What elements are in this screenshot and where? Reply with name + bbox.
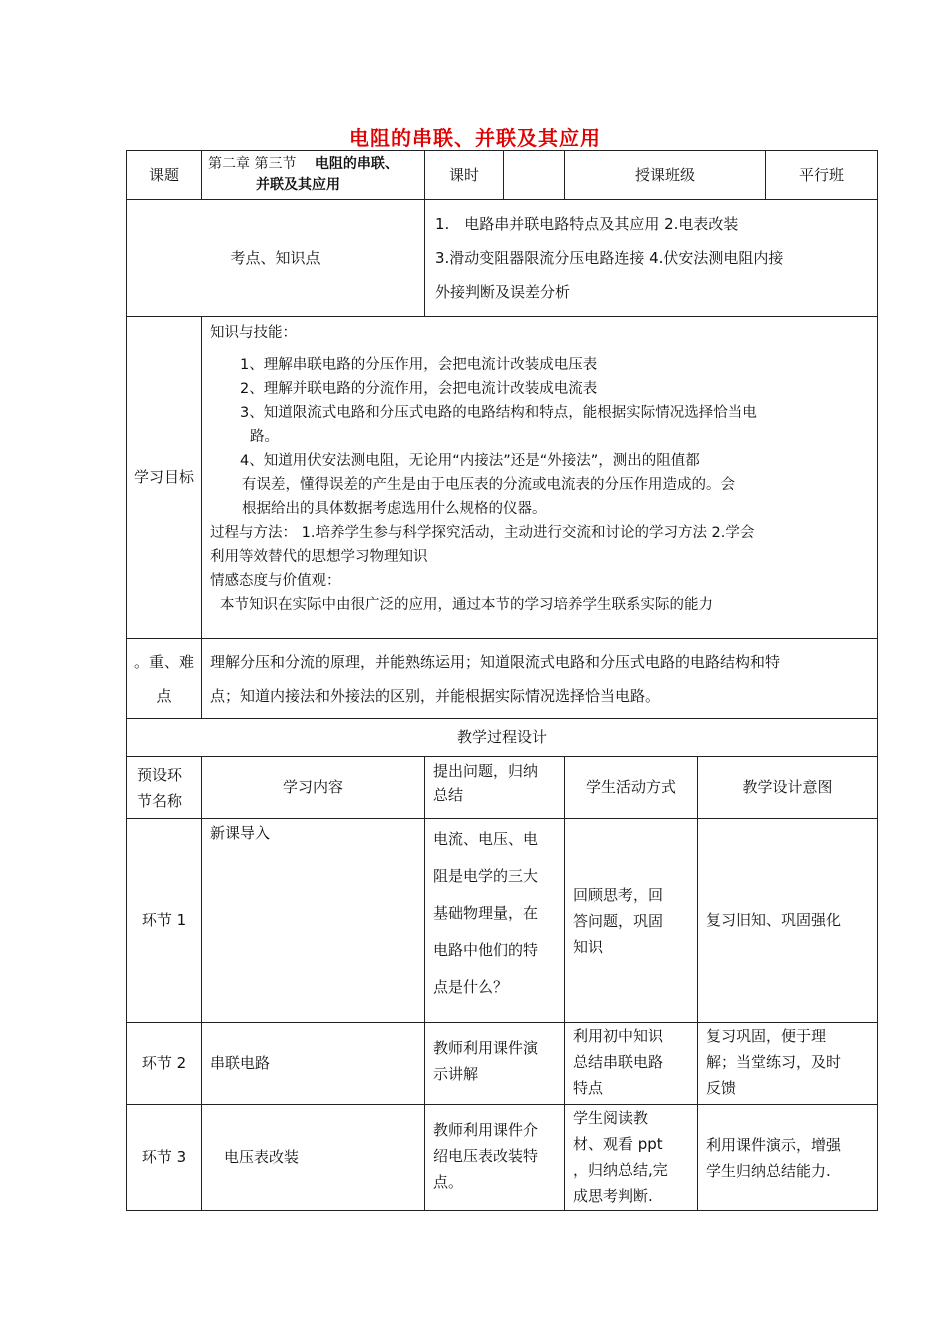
col-stage xyxy=(127,757,202,819)
row1-question-line: 电路中他们的特 xyxy=(433,941,539,959)
skills-title: 知识与技能： xyxy=(210,325,297,341)
course-chapter: 第二章 第三节 xyxy=(208,156,297,172)
objective-item-3b: 路。 xyxy=(250,429,279,445)
lesson-plan-table xyxy=(126,150,878,1211)
key-points-text-a: 理解分压和分流的原理，并能熟练运用；知道限流式电路和分压式电路的电路结构和特 xyxy=(210,652,781,671)
key-points-label-a: 。重、难 xyxy=(133,652,194,671)
objective-item-2: 2、理解并联电路的分流作用，会把电流计改装成电流表 xyxy=(240,381,598,397)
row1-activity-line: 答问题，巩固 xyxy=(573,911,664,930)
col-intent: 教学设计意图 xyxy=(698,757,878,819)
row3-question-line: 点。 xyxy=(433,1173,464,1191)
process-heading-row xyxy=(127,719,878,757)
row2-intent-line: 解；当堂练习，及时 xyxy=(706,1053,842,1071)
row2-activity-line: 特点 xyxy=(573,1079,604,1097)
class-value: 平行班 xyxy=(766,151,878,200)
col-question xyxy=(425,757,565,819)
objectives-row xyxy=(127,317,878,639)
row1-activity-line: 知识 xyxy=(573,937,604,956)
row3-intent-line: 学生归纳总结能力. xyxy=(706,1161,831,1180)
row1-activity xyxy=(565,819,698,1023)
knowledge-line-3: 外接判断及误差分析 xyxy=(435,283,571,301)
objective-item-4b: 有误差，懂得误差的产生是由于电压表的分流或电流表的分压作用造成的。会 xyxy=(242,477,735,493)
process-row-1 xyxy=(127,819,878,1023)
col-stage-a: 预设环 xyxy=(137,765,183,784)
process-heading: 教学过程设计 xyxy=(127,719,878,757)
process-columns-row xyxy=(127,757,878,819)
row3-activity-line: 成思考判断. xyxy=(573,1187,653,1205)
hours-label: 课时 xyxy=(425,151,504,199)
key-points-content xyxy=(202,639,878,719)
knowledge-content xyxy=(425,200,878,317)
class-label: 授课班级 xyxy=(565,151,766,200)
knowledge-line-1: 1. 电路串并联电路特点及其应用 2.电表改装 xyxy=(435,215,739,233)
row3-question xyxy=(425,1105,565,1211)
document-title: 电阻的串联、并联及其应用 xyxy=(349,126,601,150)
process-method-a: 过程与方法： 1.培养学生参与科学探究活动，主动进行交流和讨论的学习方法 2.学会 xyxy=(210,525,755,541)
key-points-label xyxy=(127,639,202,719)
row1-intent xyxy=(698,819,878,1023)
emotion-text: 本节知识在实际中由很广泛的应用，通过本节的学习培养学生联系实际的能力 xyxy=(220,597,713,613)
row2-intent-line: 反馈 xyxy=(706,1079,737,1097)
objective-item-4c: 根据给出的具体数据考虑选用什么规格的仪器。 xyxy=(242,501,547,517)
row1-content: 新课导入 xyxy=(202,819,425,1023)
row2-intent-line: 复习巩固，便于理 xyxy=(706,1027,827,1045)
hours-value xyxy=(504,151,564,199)
row3-activity xyxy=(565,1105,698,1211)
knowledge-line-2: 3.滑动变阻器限流分压电路连接 4.伏安法测电阻内接 xyxy=(435,249,784,267)
row2-intent xyxy=(698,1023,878,1105)
knowledge-row xyxy=(127,200,878,317)
col-question-a: 提出问题，归纳 xyxy=(433,762,539,780)
row1-question-line: 电流、电压、电 xyxy=(433,830,539,848)
row3-content: 电压表改装 xyxy=(202,1105,425,1211)
course-value xyxy=(202,151,425,200)
row1-intent-line: 复习旧知、巩固强化 xyxy=(706,911,842,929)
row2-question xyxy=(425,1023,565,1105)
row1-activity-line: 回顾思考，回 xyxy=(573,885,664,904)
key-points-text-b: 点；知道内接法和外接法的区别，并能根据实际情况选择恰当电路。 xyxy=(210,686,661,705)
course-name-part1: 电阻的串联、 xyxy=(314,156,399,172)
row3-question-line: 教师利用课件介 xyxy=(433,1121,539,1139)
row3-activity-line: ，归纳总结,完 xyxy=(573,1161,668,1179)
row1-question-line: 阻是电学的三大 xyxy=(433,867,539,885)
course-name-part2: 并联及其应用 xyxy=(256,177,340,193)
objective-item-4a: 4、知道用伏安法测电阻，无论用“内接法”还是“外接法”，测出的阻值都 xyxy=(240,453,700,469)
row1-stage: 环节 1 xyxy=(127,819,202,1023)
key-points-row xyxy=(127,639,878,719)
header-row xyxy=(127,151,878,200)
col-stage-b: 节名称 xyxy=(137,791,183,810)
objectives-label: 学习目标 xyxy=(127,317,202,639)
col-content: 学习内容 xyxy=(202,757,425,819)
row3-stage: 环节 3 xyxy=(127,1105,202,1211)
row2-question-line: 教师利用课件演 xyxy=(433,1039,539,1057)
row2-content: 串联电路 xyxy=(202,1023,425,1105)
row3-activity-line: 材、观看 ppt xyxy=(573,1135,663,1153)
row2-activity-line: 利用初中知识 xyxy=(573,1027,664,1045)
objective-item-1: 1、理解串联电路的分压作用，会把电流计改装成电压表 xyxy=(240,357,598,373)
hours-cell xyxy=(425,151,565,200)
row1-question-line: 基础物理量，在 xyxy=(433,904,539,922)
objective-item-3a: 3、知道限流式电路和分压式电路的电路结构和特点，能根据实际情况选择恰当电 xyxy=(240,405,757,421)
key-points-label-b: 点 xyxy=(156,686,172,705)
row1-question-line: 点是什么？ xyxy=(433,978,509,996)
objectives-content xyxy=(202,317,878,639)
row3-intent xyxy=(698,1105,878,1211)
row3-intent-line: 利用课件演示，增强 xyxy=(706,1135,842,1154)
knowledge-label: 考点、知识点 xyxy=(127,200,425,317)
process-row-3 xyxy=(127,1105,878,1211)
process-row-2 xyxy=(127,1023,878,1105)
row2-activity xyxy=(565,1023,698,1105)
row3-question-line: 绍电压表改装特 xyxy=(433,1147,539,1165)
process-method-b: 利用等效替代的思想学习物理知识 xyxy=(210,549,428,565)
col-activity: 学生活动方式 xyxy=(565,757,698,819)
row2-question-line: 示讲解 xyxy=(433,1065,479,1083)
emotion-title: 情感态度与价值观： xyxy=(210,573,341,589)
col-question-b: 总结 xyxy=(433,786,464,804)
row2-stage: 环节 2 xyxy=(127,1023,202,1105)
row1-question xyxy=(425,819,565,1023)
row2-activity-line: 总结串联电路 xyxy=(573,1053,664,1071)
row3-activity-line: 学生阅读教 xyxy=(573,1109,649,1127)
course-label: 课题 xyxy=(127,151,202,200)
